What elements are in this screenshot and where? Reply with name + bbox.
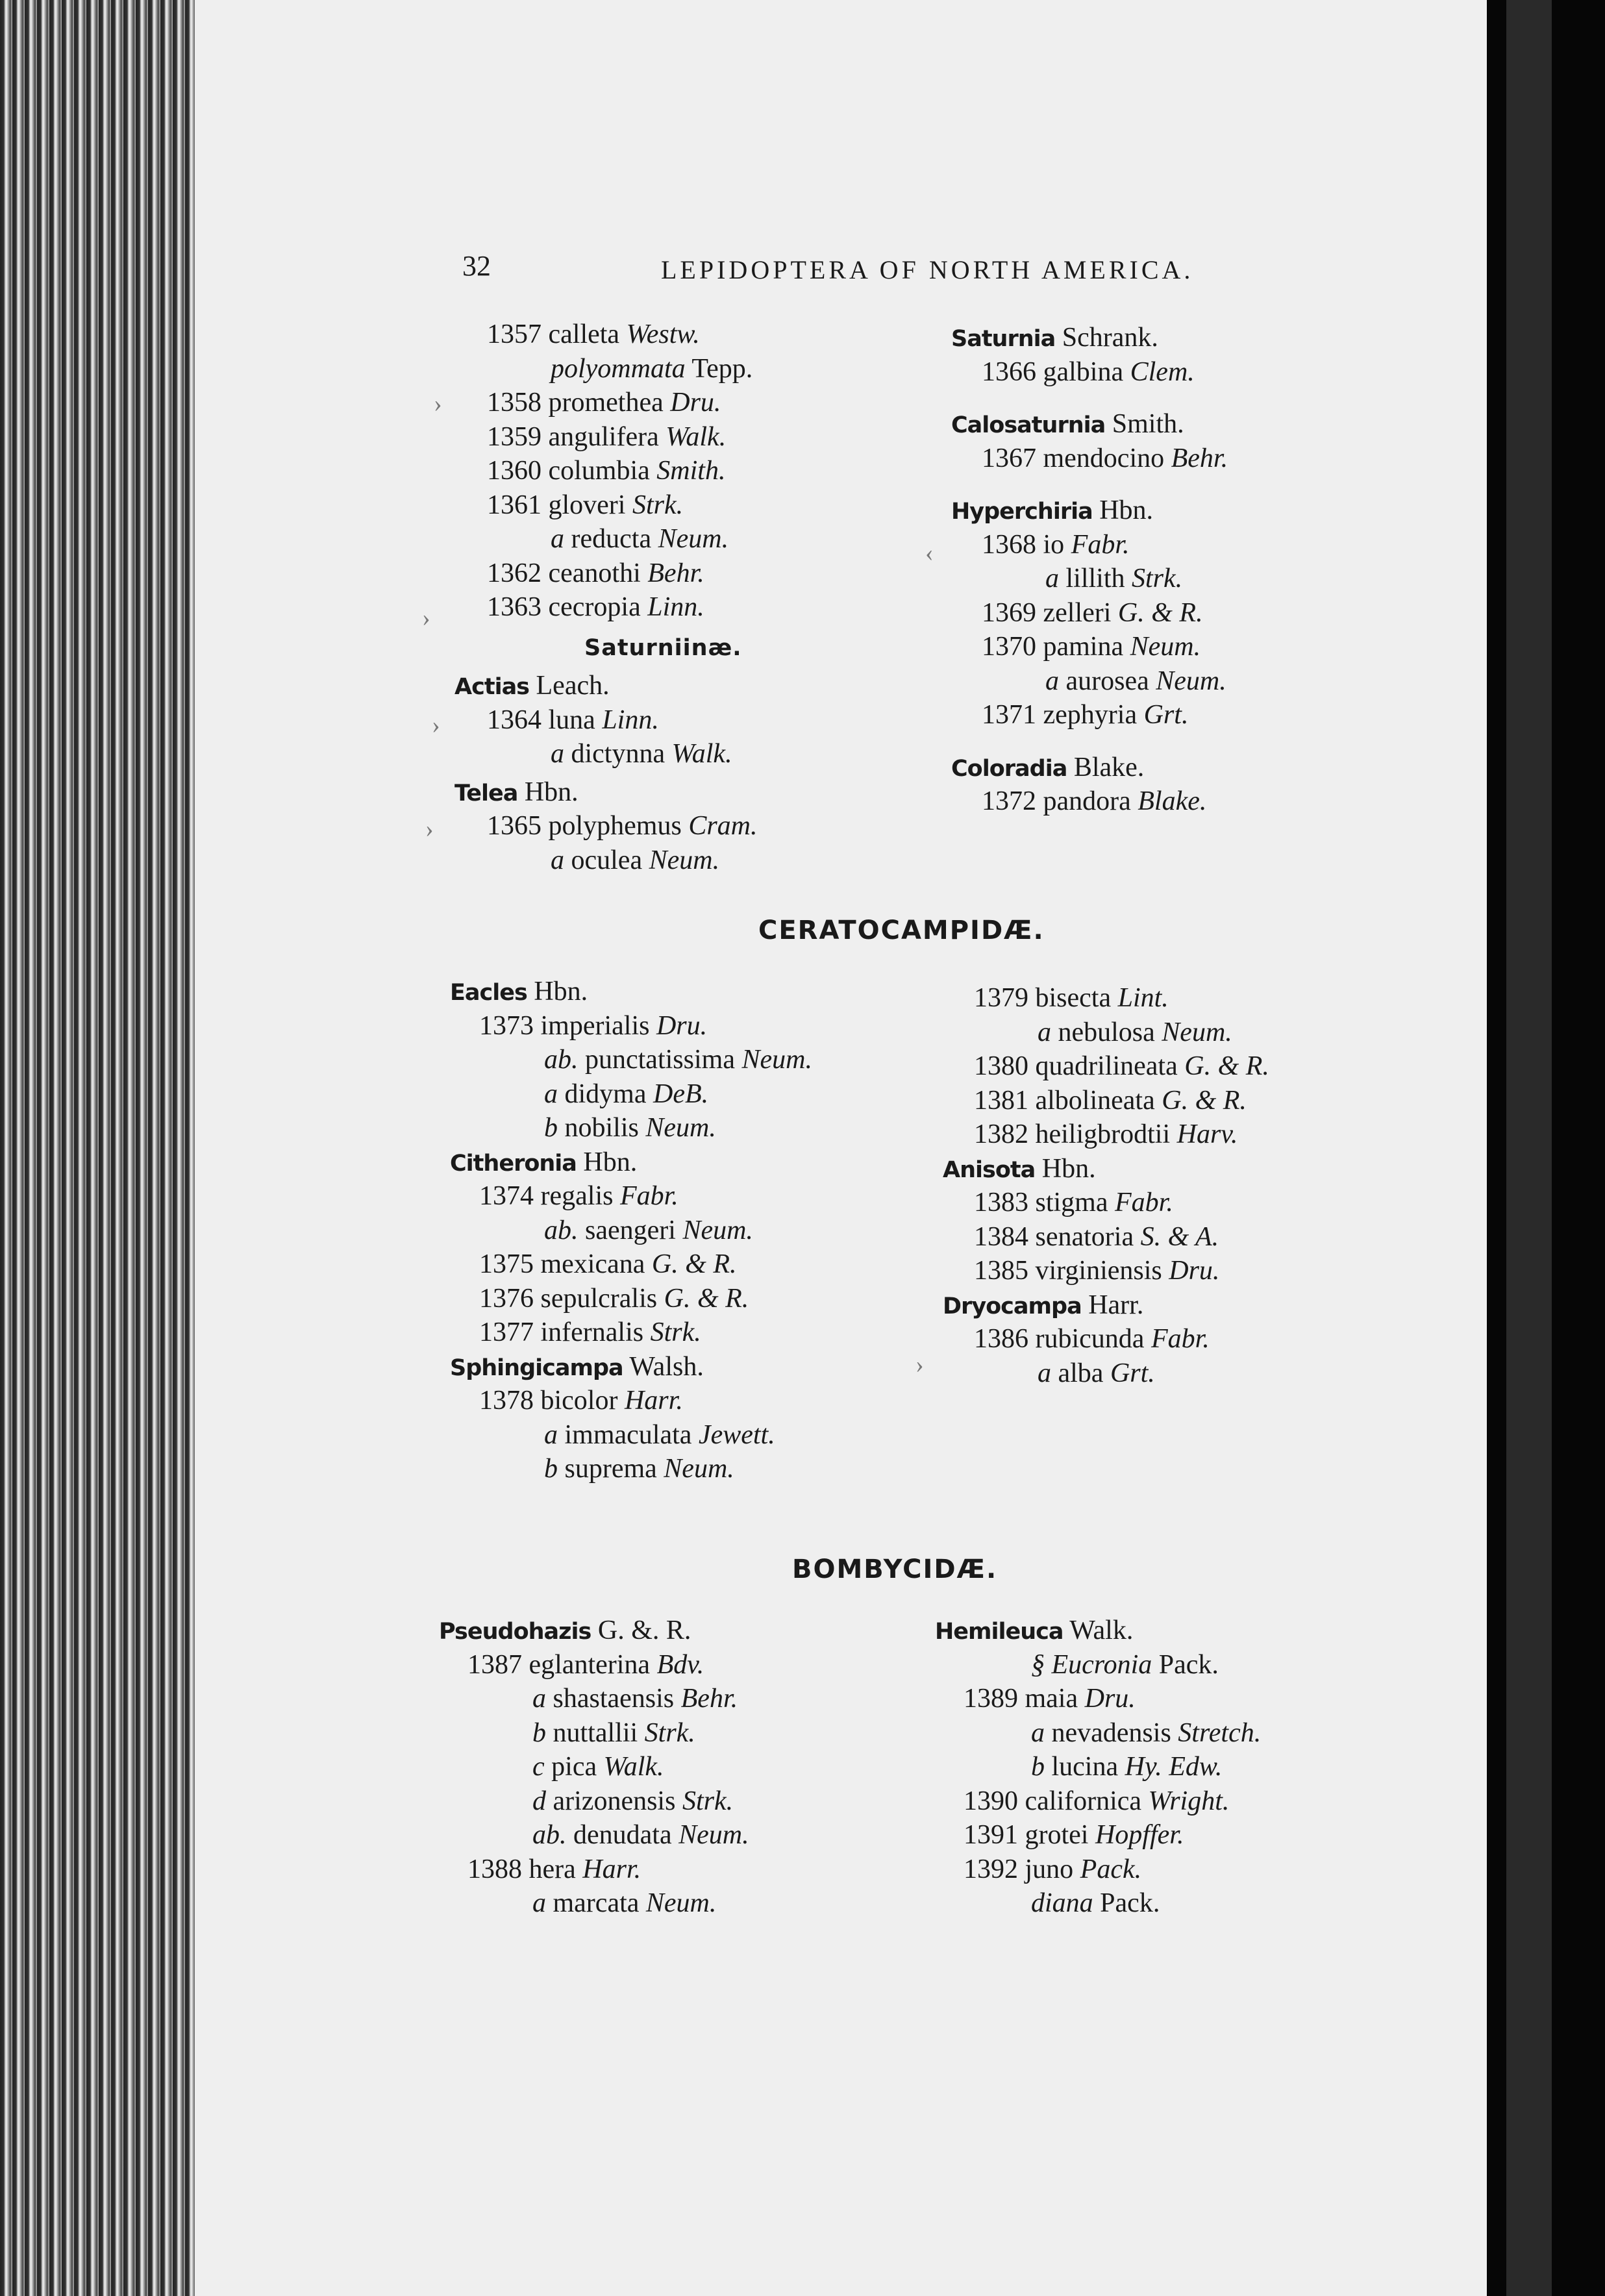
genus-entry — [951, 494, 1153, 528]
species-number: 1367 — [982, 443, 1036, 473]
species-author: Dru. — [1084, 1684, 1136, 1714]
species-entry — [487, 704, 659, 736]
species-author: Clem. — [1130, 357, 1195, 387]
species-entry — [982, 699, 1188, 731]
species-author: Bdv. — [656, 1650, 704, 1680]
variety-author: Neum. — [658, 524, 729, 554]
species-name: luna — [548, 705, 595, 735]
species-entry — [479, 1248, 737, 1280]
species-number: 1375 — [479, 1249, 534, 1279]
variety-author: Neum. — [1162, 1017, 1232, 1047]
variety-author: Hy. Edw. — [1125, 1752, 1223, 1782]
variety-entry — [544, 1078, 708, 1110]
species-name: juno — [1025, 1854, 1074, 1884]
genus-entry — [951, 751, 1144, 785]
genus-name: Pseudohazis — [439, 1619, 591, 1645]
variety-name: nebulosa — [1058, 1017, 1155, 1047]
variety-entry — [551, 523, 728, 555]
species-number: 1384 — [974, 1222, 1028, 1252]
genus-name: Hyperchiria — [951, 499, 1093, 525]
family-heading-bombycidae: BOMBYCIDÆ. — [792, 1554, 998, 1584]
margin-check-mark: › — [915, 1351, 924, 1379]
species-author: Linn. — [602, 705, 659, 735]
species-author: Harr. — [624, 1386, 683, 1416]
species-number: 1392 — [964, 1854, 1018, 1884]
species-number: 1386 — [974, 1324, 1028, 1354]
species-entry — [974, 1221, 1219, 1253]
species-entry — [974, 1323, 1210, 1355]
variety-letter: a — [1045, 564, 1059, 593]
species-entry — [467, 1853, 641, 1886]
species-author: G. & R. — [1117, 598, 1203, 628]
genus-name: Saturnia — [951, 326, 1056, 352]
species-entry — [479, 1316, 701, 1349]
variety-author: Neum. — [645, 1113, 716, 1143]
variety-author: Walk. — [603, 1752, 664, 1782]
variety-author: Neum. — [682, 1216, 753, 1245]
genus-name: Dryocampa — [943, 1293, 1082, 1319]
species-entry — [487, 455, 725, 487]
species-number: 1383 — [974, 1188, 1028, 1217]
variety-entry — [544, 1214, 753, 1247]
species-name: eglanterina — [529, 1650, 651, 1680]
genus-author: Hbn. — [534, 977, 588, 1006]
variety-letter: a — [1031, 1718, 1045, 1748]
variety-author: Stretch. — [1178, 1718, 1262, 1748]
species-number: 1369 — [982, 598, 1036, 628]
species-name: io — [1043, 530, 1065, 560]
variety-entry — [1031, 1751, 1222, 1783]
species-number: 1380 — [974, 1051, 1028, 1081]
variety-entry — [1045, 665, 1226, 697]
section-entry — [1031, 1649, 1219, 1681]
genus-entry — [454, 669, 610, 703]
variety-name: immaculata — [564, 1420, 692, 1450]
variety-name: marcata — [553, 1888, 640, 1918]
species-entry — [982, 597, 1203, 629]
species-name: calleta — [548, 319, 620, 349]
species-name: heiligbrodtii — [1035, 1119, 1171, 1149]
genus-author: Schrank. — [1062, 323, 1158, 353]
variety-author: Grt. — [1110, 1358, 1155, 1388]
species-name: gloveri — [548, 490, 626, 520]
species-name: quadrilineata — [1035, 1051, 1178, 1081]
species-entry — [982, 785, 1206, 817]
genus-author: Leach. — [536, 671, 610, 701]
species-number: 1364 — [487, 705, 541, 735]
species-author: Strk. — [650, 1317, 701, 1347]
species-author: Hopffer. — [1095, 1820, 1184, 1850]
species-name: sepulcralis — [540, 1284, 658, 1314]
variety-author: Neum. — [645, 1888, 717, 1918]
species-name: bicolor — [540, 1386, 618, 1416]
genus-author: Smith. — [1112, 409, 1184, 439]
genus-name: Calosaturnia — [951, 412, 1106, 438]
species-entry — [964, 1853, 1141, 1886]
variety-name: nobilis — [564, 1113, 639, 1143]
species-name: regalis — [540, 1181, 614, 1211]
variety-letter: a — [1045, 666, 1059, 696]
species-author: S. & A. — [1140, 1222, 1219, 1252]
species-number: 1390 — [964, 1786, 1018, 1816]
variety-author: Strk. — [682, 1786, 734, 1816]
species-entry — [982, 356, 1195, 388]
variety-author: Walk. — [671, 739, 732, 769]
synonym-author: Tepp. — [691, 354, 753, 384]
synonym-name: polyommata — [551, 354, 686, 384]
species-author: Dru. — [1169, 1256, 1220, 1286]
family-heading-ceratocampidae: CERATOCAMPIDÆ. — [758, 916, 1045, 945]
variety-entry — [544, 1419, 775, 1451]
species-author: Fabr. — [1115, 1188, 1173, 1217]
species-entry — [974, 1050, 1269, 1082]
species-name: bisecta — [1035, 983, 1112, 1013]
species-name: mexicana — [540, 1249, 645, 1279]
species-name: californica — [1025, 1786, 1142, 1816]
variety-name: nuttallii — [553, 1718, 638, 1748]
subfamily-heading: Saturniinæ. — [584, 635, 742, 661]
variety-entry — [544, 1043, 812, 1076]
species-author: Neum. — [1130, 632, 1201, 662]
species-entry — [982, 442, 1228, 475]
species-author: Wright. — [1148, 1786, 1230, 1816]
species-number: 1368 — [982, 530, 1036, 560]
variety-entry — [1045, 562, 1182, 595]
species-name: senatoria — [1035, 1222, 1134, 1252]
species-author: Dru. — [656, 1011, 708, 1041]
margin-check-mark: ‹ — [925, 540, 934, 567]
species-number: 1379 — [974, 983, 1028, 1013]
variety-name: nevadensis — [1051, 1718, 1171, 1748]
genus-author: Hbn. — [583, 1147, 638, 1177]
species-author: Behr. — [1171, 443, 1228, 473]
variety-entry — [551, 738, 732, 770]
genus-entry — [450, 1351, 704, 1384]
species-name: rubicunda — [1035, 1324, 1145, 1354]
variety-entry — [551, 844, 719, 877]
genus-author: Harr. — [1088, 1290, 1144, 1320]
species-author: Dru. — [670, 388, 721, 418]
species-number: 1359 — [487, 422, 541, 452]
variety-letter: ab. — [544, 1216, 579, 1245]
species-author: Grt. — [1143, 700, 1189, 730]
variety-name: shastaensis — [553, 1684, 675, 1714]
genus-entry — [450, 1146, 637, 1180]
genus-name: Citheronia — [450, 1151, 577, 1177]
species-name: albolineata — [1035, 1086, 1155, 1116]
species-number: 1382 — [974, 1119, 1028, 1149]
variety-letter: b — [544, 1454, 558, 1484]
species-author: Westw. — [626, 319, 700, 349]
margin-check-mark: › — [422, 605, 430, 632]
genus-name: Anisota — [943, 1157, 1036, 1183]
species-name: imperialis — [540, 1011, 650, 1041]
genus-entry — [951, 408, 1184, 442]
genus-entry — [454, 776, 579, 810]
variety-letter: a — [551, 524, 564, 554]
species-name: cecropia — [548, 592, 641, 622]
species-author: Blake. — [1138, 786, 1207, 816]
species-number: 1376 — [479, 1284, 534, 1314]
variety-letter: a — [1038, 1017, 1051, 1047]
genus-entry — [943, 1153, 1096, 1186]
species-number: 1362 — [487, 558, 541, 588]
variety-name: denudata — [573, 1820, 672, 1850]
variety-name: punctatissima — [585, 1045, 735, 1075]
genus-author: Walk. — [1069, 1616, 1134, 1645]
species-name: stigma — [1035, 1188, 1108, 1217]
species-number: 1373 — [479, 1011, 534, 1041]
genus-entry — [951, 321, 1158, 355]
species-author: Smith. — [656, 456, 726, 486]
variety-letter: c — [532, 1752, 545, 1782]
species-number: 1358 — [487, 388, 541, 418]
species-name: promethea — [548, 388, 664, 418]
species-number: 1360 — [487, 456, 541, 486]
margin-check-mark: › — [425, 816, 434, 843]
species-author: Fabr. — [619, 1181, 678, 1211]
genus-entry — [439, 1614, 691, 1648]
species-number: 1363 — [487, 592, 541, 622]
species-entry — [487, 591, 704, 623]
variety-author: Neum. — [1156, 666, 1226, 696]
species-entry — [964, 1785, 1229, 1817]
species-author: G. & R. — [664, 1284, 749, 1314]
species-author: Fabr. — [1071, 530, 1130, 560]
genus-entry — [935, 1614, 1133, 1648]
variety-letter: b — [544, 1113, 558, 1143]
species-entry — [974, 1084, 1247, 1117]
species-number: 1372 — [982, 786, 1036, 816]
margin-check-mark: › — [434, 390, 442, 418]
species-author: Pack. — [1080, 1854, 1142, 1884]
right-scan-border — [1487, 0, 1605, 2296]
species-entry — [479, 1180, 678, 1212]
book-spine-edge — [0, 0, 195, 2296]
species-number: 1365 — [487, 811, 541, 841]
variety-letter: d — [532, 1786, 546, 1816]
species-author: Fabr. — [1151, 1324, 1210, 1354]
synonym-name: diana — [1031, 1888, 1093, 1918]
species-entry — [487, 421, 726, 453]
variety-letter: a — [544, 1079, 558, 1109]
species-number: 1389 — [964, 1684, 1018, 1714]
genus-author: G. &. R. — [597, 1616, 691, 1645]
species-name: grotei — [1025, 1820, 1089, 1850]
variety-name: alba — [1058, 1358, 1104, 1388]
genus-author: Hbn. — [524, 777, 579, 807]
species-number: 1371 — [982, 700, 1036, 730]
variety-letter: b — [532, 1718, 546, 1748]
species-entry — [487, 489, 683, 521]
species-author: G. & R. — [1162, 1086, 1247, 1116]
species-author: Harv. — [1176, 1119, 1238, 1149]
variety-name: lucina — [1051, 1752, 1119, 1782]
species-entry — [964, 1819, 1184, 1851]
species-author: Lint. — [1117, 983, 1169, 1013]
variety-name: aurosea — [1065, 666, 1149, 696]
species-entry — [974, 982, 1169, 1014]
species-name: zephyria — [1043, 700, 1138, 730]
species-entry — [487, 386, 721, 419]
variety-author: Strk. — [1132, 564, 1183, 593]
species-entry — [467, 1649, 704, 1681]
species-entry — [982, 529, 1130, 561]
species-name: maia — [1025, 1684, 1078, 1714]
species-name: ceanothi — [548, 558, 641, 588]
variety-name: reducta — [571, 524, 652, 554]
genus-entry — [450, 975, 588, 1009]
species-name: hera — [529, 1854, 576, 1884]
synonym-author: Pack. — [1100, 1888, 1160, 1918]
variety-author: DeB. — [653, 1079, 709, 1109]
genus-name: Telea — [454, 780, 518, 806]
species-number: 1385 — [974, 1256, 1028, 1286]
species-author: Strk. — [632, 490, 684, 520]
species-author: Behr. — [647, 558, 704, 588]
genus-author: Hbn. — [1099, 495, 1154, 525]
variety-letter: ab. — [532, 1820, 567, 1850]
species-number: 1378 — [479, 1386, 534, 1416]
species-name: infernalis — [540, 1317, 644, 1347]
genus-author: Hbn. — [1041, 1154, 1096, 1184]
variety-name: didyma — [564, 1079, 647, 1109]
species-entry — [479, 1010, 707, 1042]
species-number: 1361 — [487, 490, 541, 520]
page-paper — [195, 0, 1487, 2296]
species-name: mendocino — [1043, 443, 1165, 473]
species-author: Harr. — [582, 1854, 641, 1884]
variety-letter: a — [1038, 1358, 1051, 1388]
variety-name: pica — [551, 1752, 597, 1782]
species-number: 1391 — [964, 1820, 1018, 1850]
species-number: 1366 — [982, 357, 1036, 387]
species-entry — [487, 810, 758, 842]
species-author: Cram. — [688, 811, 758, 841]
genus-author: Blake. — [1073, 753, 1145, 782]
species-entry — [487, 557, 704, 590]
section-author: Pack. — [1158, 1650, 1219, 1680]
species-name: pandora — [1043, 786, 1131, 816]
variety-author: Strk. — [644, 1718, 695, 1748]
species-entry — [974, 1254, 1219, 1287]
species-entry — [974, 1118, 1238, 1151]
species-number: 1374 — [479, 1181, 534, 1211]
species-name: pamina — [1043, 632, 1124, 662]
variety-name: oculea — [571, 845, 643, 875]
species-entry — [964, 1682, 1136, 1715]
variety-entry — [1038, 1016, 1232, 1049]
genus-name: Actias — [454, 674, 530, 700]
variety-entry — [544, 1112, 716, 1144]
variety-letter: ab. — [544, 1045, 579, 1075]
species-number: 1381 — [974, 1086, 1028, 1116]
variety-letter: b — [1031, 1752, 1045, 1782]
genus-name: Sphingicampa — [450, 1355, 623, 1381]
species-number: 1370 — [982, 632, 1036, 662]
genus-name: Coloradia — [951, 756, 1067, 782]
species-author: G. & R. — [651, 1249, 737, 1279]
running-head: LEPIDOPTERA OF NORTH AMERICA. — [661, 255, 1194, 284]
variety-author: Neum. — [678, 1820, 749, 1850]
variety-author: Behr. — [680, 1684, 738, 1714]
species-number: 1387 — [467, 1650, 522, 1680]
species-name: galbina — [1043, 357, 1124, 387]
variety-author: Jewett. — [698, 1420, 775, 1450]
variety-letter: a — [532, 1684, 546, 1714]
variety-name: arizonensis — [553, 1786, 676, 1816]
variety-letter: a — [544, 1420, 558, 1450]
species-number: 1357 — [487, 319, 541, 349]
variety-letter: a — [551, 739, 564, 769]
variety-letter: a — [532, 1888, 546, 1918]
species-entry — [982, 630, 1201, 663]
genus-name: Eacles — [450, 980, 527, 1006]
variety-entry — [1031, 1717, 1261, 1749]
variety-name: dictynna — [571, 739, 666, 769]
synonym-entry — [551, 353, 753, 385]
species-name: polyphemus — [548, 811, 682, 841]
species-author: Walk. — [666, 422, 727, 452]
variety-entry — [1038, 1357, 1155, 1390]
variety-entry — [532, 1751, 664, 1783]
genus-name: Hemileuca — [935, 1619, 1064, 1645]
species-entry — [974, 1186, 1173, 1219]
variety-author: Neum. — [664, 1454, 734, 1484]
genus-entry — [943, 1289, 1143, 1323]
variety-name: lillith — [1065, 564, 1125, 593]
variety-entry — [532, 1717, 695, 1749]
variety-letter: a — [551, 845, 564, 875]
variety-entry — [532, 1887, 716, 1919]
variety-entry — [532, 1682, 738, 1715]
variety-author: Neum. — [649, 845, 720, 875]
margin-check-mark: › — [432, 712, 440, 739]
genus-author: Walsh. — [629, 1352, 704, 1382]
variety-entry — [532, 1819, 749, 1851]
species-entry — [487, 318, 700, 351]
species-number: 1388 — [467, 1854, 522, 1884]
variety-author: Neum. — [741, 1045, 812, 1075]
variety-name: suprema — [564, 1454, 657, 1484]
species-name: columbia — [548, 456, 650, 486]
variety-entry — [532, 1785, 733, 1817]
species-name: virginiensis — [1035, 1256, 1162, 1286]
species-name: zelleri — [1043, 598, 1112, 628]
page-number: 32 — [462, 250, 491, 282]
species-author: Linn. — [647, 592, 704, 622]
species-entry — [479, 1384, 683, 1417]
variety-name: saengeri — [585, 1216, 676, 1245]
section-name: § Eucronia — [1031, 1650, 1152, 1680]
synonym-entry — [1031, 1887, 1160, 1919]
variety-entry — [544, 1453, 734, 1485]
species-number: 1377 — [479, 1317, 534, 1347]
species-author: G. & R. — [1184, 1051, 1269, 1081]
species-entry — [479, 1282, 749, 1315]
species-name: angulifera — [548, 422, 659, 452]
